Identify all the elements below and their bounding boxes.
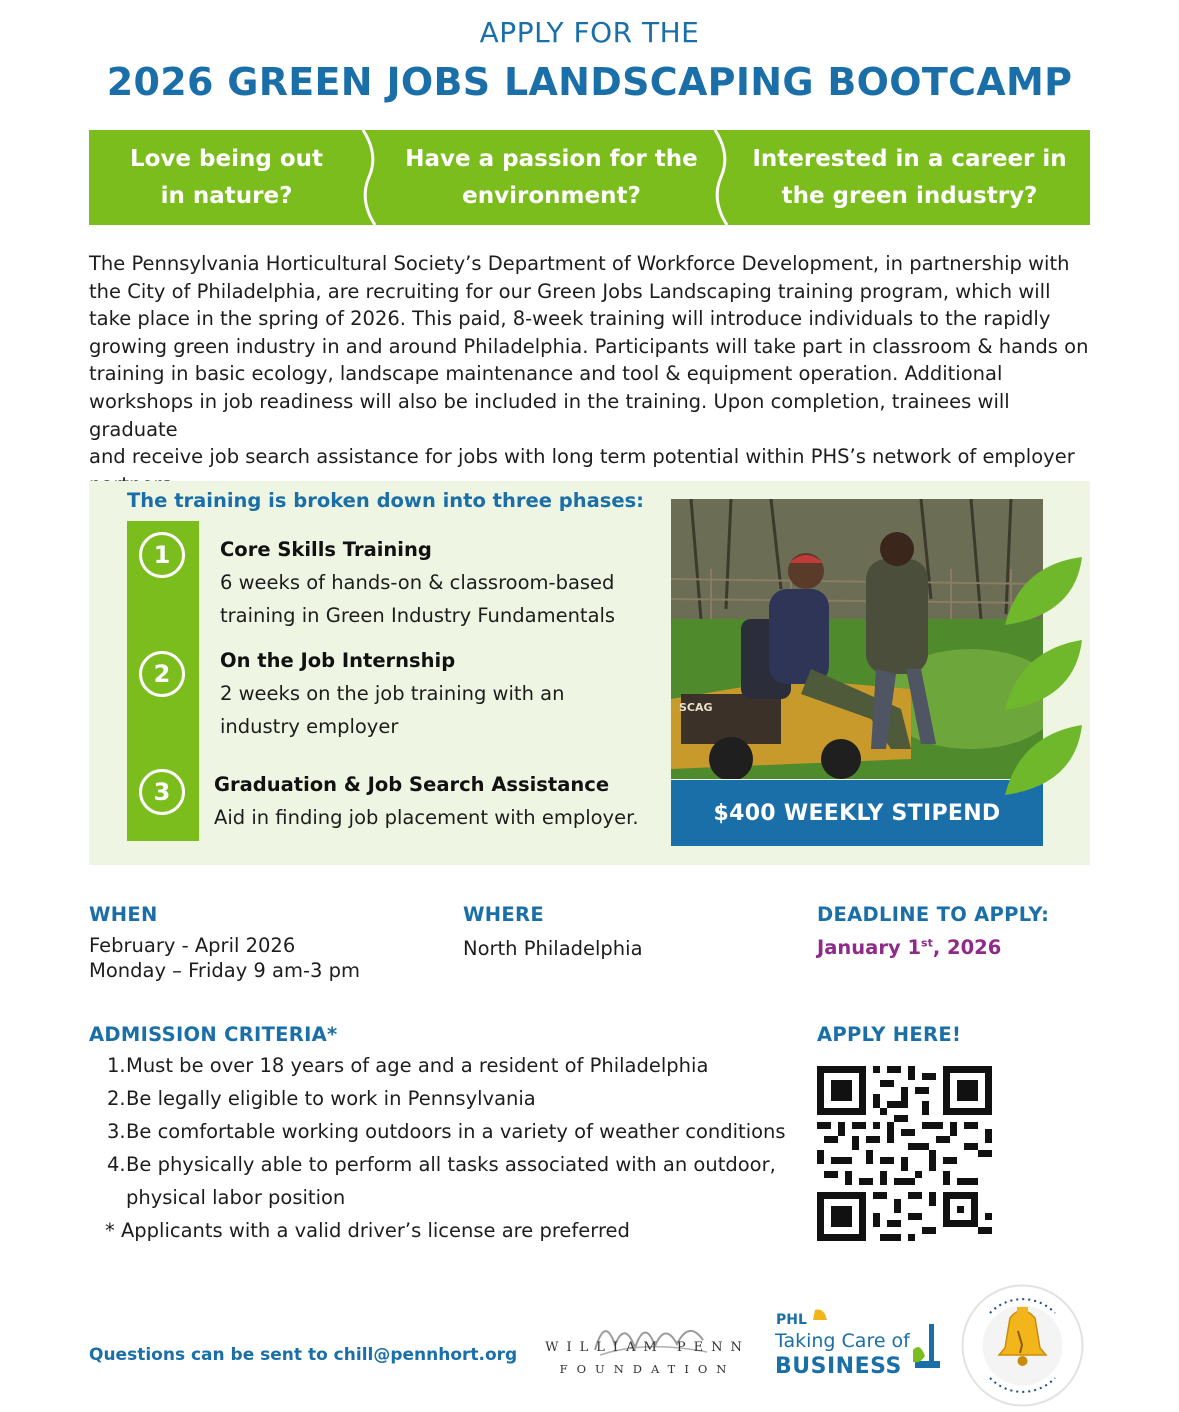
- signature-icon: [585, 1310, 715, 1365]
- intro-line: take place in the spring of 2026. This paid, 8-week training will introduce individuals to the rapidly: [89, 307, 1051, 331]
- admission-note: * Applicants with a valid driver’s license are preferred: [105, 1219, 630, 1242]
- intro-paragraph: [89, 250, 1089, 498]
- phase-number-1: 1: [139, 532, 185, 578]
- qr-code[interactable]: [817, 1066, 992, 1241]
- list-item: [107, 1153, 776, 1176]
- trainee-photo: [671, 499, 1043, 779]
- banner-item-nature: [89, 130, 364, 225]
- phase-desc-line: 6 weeks of hands-on & classroom-based: [220, 571, 615, 594]
- when-dates: February - April 2026: [89, 934, 296, 957]
- banner-line: Love being out: [129, 145, 324, 172]
- phase-number-3: 3: [139, 769, 185, 815]
- deadline-year: , 2026: [932, 936, 1002, 959]
- banner-line: Interested in a career in: [752, 145, 1067, 172]
- phase-desc-line: 2 weeks on the job training with an: [220, 682, 565, 705]
- intro-line: The Pennsylvania Horticultural Society’s Department of Workforce Development, in partnership with: [89, 252, 1070, 275]
- banner-item-environment: [379, 130, 724, 225]
- where-value: North Philadelphia: [463, 937, 643, 960]
- phase-desc-line: industry employer: [220, 715, 399, 738]
- leaf-icon: [1000, 555, 1085, 805]
- when-value: [89, 933, 360, 983]
- phase-desc-line: training in Green Industry Fundamentals: [220, 604, 616, 627]
- list-text: Must be over 18 years of age and a resident of Philadelphia: [126, 1054, 709, 1077]
- phl-line1: PHL: [776, 1312, 807, 1328]
- question-banner: [89, 130, 1090, 225]
- list-text: Be legally eligible to work in Pennsylvania: [126, 1087, 536, 1110]
- intro-line: workshops in job readiness will also be included in the training. Upon completion, trainees will graduate: [89, 389, 1010, 441]
- contact-text: Questions can be sent to chill@pennhort.org: [89, 1345, 518, 1365]
- deadline-ordinal: st: [921, 936, 933, 950]
- phl-line2: Taking Care of: [775, 1330, 910, 1352]
- phase-3-title: Graduation & Job Search Assistance: [214, 773, 610, 796]
- intro-line: training in basic ecology, landscape maintenance and tool & equipment operation. Additional: [89, 362, 1003, 386]
- phases-heading: The training is broken down into three phases:: [127, 489, 644, 512]
- phase-desc-line: Aid in finding job placement with employer.: [214, 806, 639, 829]
- deadline-value: [817, 936, 1001, 959]
- list-item-continued: physical labor position: [126, 1186, 346, 1209]
- banner-line: Have a passion for the: [405, 145, 698, 172]
- phase-number-2: 2: [139, 651, 185, 697]
- intro-line: and receive job search assistance for jobs with long term potential within PHS’s network of employer: [89, 445, 1075, 469]
- banner-line: environment?: [462, 182, 641, 209]
- admission-label: ADMISSION CRITERIA*: [89, 1023, 338, 1046]
- list-item: [107, 1054, 708, 1077]
- page-title: 2026 GREEN JOBS LANDSCAPING BOOTCAMP: [106, 60, 1073, 104]
- pre-title: APPLY FOR THE: [479, 16, 700, 49]
- phase-2-desc: [220, 677, 564, 743]
- list-text: Be physically able to perform all tasks associated with an outdoor,: [126, 1153, 776, 1176]
- banner-item-career: [729, 130, 1090, 225]
- apply-label: APPLY HERE!: [817, 1023, 962, 1046]
- intro-line: growing green industry in and around Philadelphia. Participants will take part in classroom & hands on: [89, 334, 1089, 358]
- city-of-philadelphia-seal: [960, 1283, 1085, 1408]
- when-label: WHEN: [89, 903, 158, 926]
- banner-line: in nature?: [160, 182, 293, 209]
- william-penn-foundation-logo: [545, 1300, 750, 1390]
- phase-1-desc: [220, 566, 615, 632]
- when-hours: Monday – Friday 9 am-3 pm: [89, 959, 360, 982]
- list-number: 1.: [107, 1054, 126, 1077]
- list-number: 2.: [107, 1087, 126, 1110]
- stipend-banner: $400 WEEKLY STIPEND: [671, 780, 1043, 846]
- where-label: WHERE: [463, 903, 544, 926]
- phase-2-title: On the Job Internship: [220, 649, 456, 672]
- mower-label: SCAG: [679, 701, 713, 714]
- phl-line3: BUSINESS: [775, 1354, 902, 1379]
- deadline-label: DEADLINE TO APPLY:: [817, 903, 1050, 926]
- list-number: 4.: [107, 1153, 126, 1176]
- phl-business-logo: [775, 1306, 945, 1386]
- wpf-line1: WILLIAM PENN: [545, 1340, 750, 1355]
- intro-line: the City of Philadelphia, are recruiting for our Green Jobs Landscaping training program, which will: [89, 279, 1051, 303]
- banner-line: the green industry?: [781, 182, 1038, 209]
- list-item: [107, 1087, 536, 1110]
- list-number: 3.: [107, 1120, 126, 1143]
- phase-3-desc: [214, 801, 639, 834]
- list-item: [107, 1120, 786, 1143]
- list-text: Be comfortable working outdoors in a variety of weather conditions: [126, 1120, 786, 1143]
- phase-1-title: Core Skills Training: [220, 538, 432, 561]
- wpf-line2: FOUNDATION: [559, 1362, 736, 1376]
- deadline-month: January 1: [817, 936, 922, 959]
